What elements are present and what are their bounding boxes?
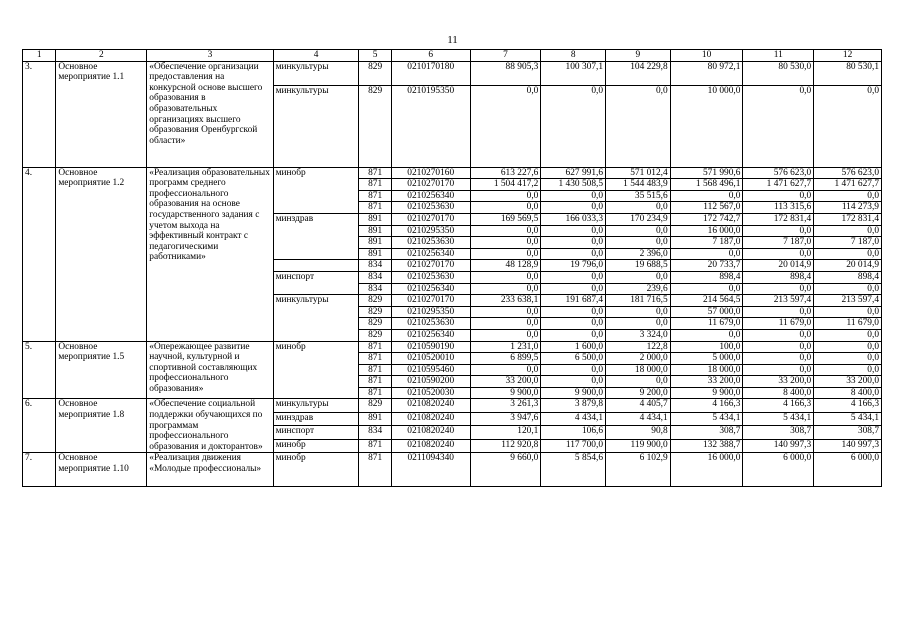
target-article-cell: 0210820240 [391, 399, 470, 412]
budget-table [22, 49, 882, 487]
grbs-code-cell: 829 [359, 295, 391, 307]
amount-cell: 16 000,0 [670, 225, 743, 237]
amount-cell: 57 000,0 [670, 306, 743, 318]
amount-cell: 613 227,6 [470, 167, 541, 179]
amount-cell: 0,0 [743, 353, 814, 365]
amount-cell: 4 166,3 [743, 399, 814, 412]
amount-cell: 0,0 [814, 364, 882, 376]
amount-cell: 20 733,7 [670, 260, 743, 272]
grbs-code-cell: 871 [359, 376, 391, 388]
table-row [23, 341, 882, 353]
amount-cell: 0,0 [541, 85, 606, 167]
amount-cell: 0,0 [470, 237, 541, 249]
amount-cell: 6 000,0 [743, 453, 814, 487]
column-header: 4 [273, 50, 359, 62]
amount-cell: 0,0 [541, 237, 606, 249]
target-article-cell: 0210270160 [391, 167, 470, 179]
grbs-code-cell: 891 [359, 237, 391, 249]
amount-cell: 5 434,1 [670, 412, 743, 425]
amount-cell: 0,0 [670, 248, 743, 260]
amount-cell: 0,0 [470, 318, 541, 330]
measure-description: «Опережающее развитие научной, культурной и спортивной составляющих профессионального образования» [147, 341, 273, 399]
target-article-cell: 0210590200 [391, 376, 470, 388]
row-number: 7. [23, 453, 56, 487]
grbs-code-cell: 891 [359, 213, 391, 225]
amount-cell: 0,0 [470, 283, 541, 295]
target-article-cell: 0210253630 [391, 237, 470, 249]
amount-cell: 0,0 [743, 306, 814, 318]
column-header: 2 [56, 50, 147, 62]
amount-cell: 113 315,6 [743, 202, 814, 214]
amount-cell: 308,7 [670, 426, 743, 439]
row-number: 5. [23, 341, 56, 399]
table-row [23, 399, 882, 412]
amount-cell: 898,4 [670, 271, 743, 283]
amount-cell: 0,0 [606, 237, 671, 249]
amount-cell: 10 000,0 [670, 85, 743, 167]
amount-cell: 0,0 [743, 190, 814, 202]
amount-cell: 9 900,0 [670, 387, 743, 399]
amount-cell: 0,0 [743, 283, 814, 295]
column-header: 12 [814, 50, 882, 62]
amount-cell: 1 600,0 [541, 341, 606, 353]
amount-cell: 48 128,9 [470, 260, 541, 272]
executor-cell: минспорт [273, 271, 359, 294]
target-article-cell: 0211094340 [391, 453, 470, 487]
target-article-cell: 0210520030 [391, 387, 470, 399]
row-number: 6. [23, 399, 56, 453]
amount-cell: 0,0 [606, 271, 671, 283]
amount-cell: 16 000,0 [670, 453, 743, 487]
grbs-code-cell: 871 [359, 453, 391, 487]
column-header: 6 [391, 50, 470, 62]
amount-cell: 0,0 [743, 225, 814, 237]
amount-cell: 0,0 [743, 364, 814, 376]
measure-description: «Реализация движения «Молодые профессионалы» [147, 453, 273, 487]
measure-description: «Обеспечение социальной поддержки обучающихся по программам профессионального образования и докторантов» [147, 399, 273, 453]
amount-cell: 33 200,0 [743, 376, 814, 388]
amount-cell: 0,0 [814, 329, 882, 341]
amount-cell: 3 261,3 [470, 399, 541, 412]
grbs-code-cell: 834 [359, 426, 391, 439]
amount-cell: 2 000,0 [606, 353, 671, 365]
amount-cell: 11 679,0 [743, 318, 814, 330]
grbs-code-cell: 834 [359, 260, 391, 272]
amount-cell: 119 900,0 [606, 439, 671, 453]
amount-cell: 181 716,5 [606, 295, 671, 307]
amount-cell: 0,0 [541, 283, 606, 295]
table-row [23, 453, 882, 487]
target-article-cell: 0210170180 [391, 61, 470, 85]
grbs-code-cell: 871 [359, 167, 391, 179]
grbs-code-cell: 829 [359, 318, 391, 330]
grbs-code-cell: 891 [359, 248, 391, 260]
target-article-cell: 0210295350 [391, 306, 470, 318]
amount-cell: 33 200,0 [814, 376, 882, 388]
grbs-code-cell: 871 [359, 179, 391, 191]
amount-cell: 7 187,0 [814, 237, 882, 249]
amount-cell: 571 012,4 [606, 167, 671, 179]
measure-description: «Обеспечение организации предоставления на конкурсной основе высшего образования в образовательных организациях высшего образования Оренбургской области» [147, 61, 273, 167]
amount-cell: 576 623,0 [743, 167, 814, 179]
amount-cell: 1 471 627,7 [814, 179, 882, 191]
target-article-cell: 0210256340 [391, 329, 470, 341]
amount-cell: 0,0 [606, 318, 671, 330]
amount-cell: 0,0 [743, 85, 814, 167]
target-article-cell: 0210253630 [391, 271, 470, 283]
amount-cell: 4 166,3 [670, 399, 743, 412]
amount-cell: 233 638,1 [470, 295, 541, 307]
executor-cell: минобр [273, 167, 359, 213]
grbs-code-cell: 871 [359, 439, 391, 453]
amount-cell: 1 544 483,9 [606, 179, 671, 191]
amount-cell: 112 920,8 [470, 439, 541, 453]
executor-cell: минспорт [273, 426, 359, 439]
amount-cell: 166 033,3 [541, 213, 606, 225]
grbs-code-cell: 834 [359, 271, 391, 283]
amount-cell: 3 879,8 [541, 399, 606, 412]
target-article-cell: 0210590190 [391, 341, 470, 353]
page-number: 11 [447, 34, 458, 46]
table-row [23, 167, 882, 179]
amount-cell: 35 515,6 [606, 190, 671, 202]
table-row [23, 61, 882, 85]
amount-cell: 1 430 508,5 [541, 179, 606, 191]
amount-cell: 18 000,0 [670, 364, 743, 376]
amount-cell: 898,4 [743, 271, 814, 283]
amount-cell: 5 000,0 [670, 353, 743, 365]
column-header: 11 [743, 50, 814, 62]
amount-cell: 239,6 [606, 283, 671, 295]
amount-cell: 4 166,3 [814, 399, 882, 412]
amount-cell: 80 530,0 [743, 61, 814, 85]
grbs-code-cell: 871 [359, 364, 391, 376]
amount-cell: 0,0 [606, 306, 671, 318]
amount-cell: 20 014,9 [814, 260, 882, 272]
column-header: 1 [23, 50, 56, 62]
amount-cell: 0,0 [743, 248, 814, 260]
target-article-cell: 0210820240 [391, 412, 470, 425]
amount-cell: 214 564,5 [670, 295, 743, 307]
target-article-cell: 0210270170 [391, 295, 470, 307]
amount-cell: 191 687,4 [541, 295, 606, 307]
amount-cell: 3 324,0 [606, 329, 671, 341]
measure-name: Основное мероприятие 1.2 [56, 167, 147, 341]
amount-cell: 213 597,4 [814, 295, 882, 307]
amount-cell: 172 831,4 [743, 213, 814, 225]
column-header: 9 [606, 50, 671, 62]
column-header: 8 [541, 50, 606, 62]
amount-cell: 898,4 [814, 271, 882, 283]
amount-cell: 0,0 [470, 225, 541, 237]
column-header: 5 [359, 50, 391, 62]
amount-cell: 9 200,0 [606, 387, 671, 399]
amount-cell: 7 187,0 [743, 237, 814, 249]
amount-cell: 0,0 [470, 329, 541, 341]
executor-cell: минобр [273, 453, 359, 487]
grbs-code-cell: 834 [359, 283, 391, 295]
amount-cell: 1 471 627,7 [743, 179, 814, 191]
executor-cell: минздрав [273, 412, 359, 425]
measure-name: Основное мероприятие 1.8 [56, 399, 147, 453]
grbs-code-cell: 891 [359, 225, 391, 237]
target-article-cell: 0210270170 [391, 179, 470, 191]
executor-cell: минобр [273, 341, 359, 399]
measure-description: «Реализация образовательных программ среднего профессионального образования на основе государственного задания с учетом выхода на эффективный контракт с педагогическими работниками» [147, 167, 273, 341]
amount-cell: 0,0 [670, 329, 743, 341]
target-article-cell: 0210820240 [391, 439, 470, 453]
amount-cell: 0,0 [470, 248, 541, 260]
amount-cell: 80 530,1 [814, 61, 882, 85]
amount-cell: 90,8 [606, 426, 671, 439]
amount-cell: 308,7 [814, 426, 882, 439]
amount-cell: 117 700,0 [541, 439, 606, 453]
row-number: 3. [23, 61, 56, 167]
column-header-row [23, 50, 882, 62]
amount-cell: 0,0 [743, 329, 814, 341]
amount-cell: 18 000,0 [606, 364, 671, 376]
grbs-code-cell: 829 [359, 85, 391, 167]
amount-cell: 9 660,0 [470, 453, 541, 487]
amount-cell: 0,0 [470, 364, 541, 376]
target-article-cell: 0210820240 [391, 426, 470, 439]
amount-cell: 0,0 [541, 364, 606, 376]
amount-cell: 120,1 [470, 426, 541, 439]
amount-cell: 33 200,0 [470, 376, 541, 388]
amount-cell: 0,0 [606, 85, 671, 167]
amount-cell: 6 000,0 [814, 453, 882, 487]
amount-cell: 0,0 [814, 353, 882, 365]
column-header: 7 [470, 50, 541, 62]
amount-cell: 0,0 [541, 190, 606, 202]
amount-cell: 9 900,0 [541, 387, 606, 399]
amount-cell: 2 396,0 [606, 248, 671, 260]
target-article-cell: 0210195350 [391, 85, 470, 167]
amount-cell: 6 500,0 [541, 353, 606, 365]
amount-cell: 3 947,6 [470, 412, 541, 425]
amount-cell: 9 900,0 [470, 387, 541, 399]
amount-cell: 0,0 [541, 248, 606, 260]
amount-cell: 0,0 [541, 202, 606, 214]
amount-cell: 1 231,0 [470, 341, 541, 353]
amount-cell: 0,0 [606, 376, 671, 388]
amount-cell: 0,0 [814, 248, 882, 260]
grbs-code-cell: 829 [359, 329, 391, 341]
executor-cell: минкультуры [273, 399, 359, 412]
amount-cell: 6 102,9 [606, 453, 671, 487]
column-header: 3 [147, 50, 273, 62]
target-article-cell: 0210253630 [391, 202, 470, 214]
grbs-code-cell: 891 [359, 412, 391, 425]
amount-cell: 0,0 [743, 341, 814, 353]
amount-cell: 0,0 [541, 329, 606, 341]
amount-cell: 4 405,7 [606, 399, 671, 412]
amount-cell: 627 991,6 [541, 167, 606, 179]
amount-cell: 100,0 [670, 341, 743, 353]
amount-cell: 8 400,0 [814, 387, 882, 399]
amount-cell: 19 688,5 [606, 260, 671, 272]
target-article-cell: 0210595460 [391, 364, 470, 376]
amount-cell: 132 388,7 [670, 439, 743, 453]
amount-cell: 114 273,9 [814, 202, 882, 214]
amount-cell: 5 434,1 [814, 412, 882, 425]
target-article-cell: 0210253630 [391, 318, 470, 330]
grbs-code-cell: 871 [359, 341, 391, 353]
amount-cell: 5 434,1 [743, 412, 814, 425]
amount-cell: 308,7 [743, 426, 814, 439]
measure-name: Основное мероприятие 1.1 [56, 61, 147, 167]
amount-cell: 140 997,3 [743, 439, 814, 453]
target-article-cell: 0210256340 [391, 190, 470, 202]
amount-cell: 140 997,3 [814, 439, 882, 453]
target-article-cell: 0210256340 [391, 283, 470, 295]
amount-cell: 0,0 [470, 202, 541, 214]
grbs-code-cell: 871 [359, 202, 391, 214]
amount-cell: 170 234,9 [606, 213, 671, 225]
amount-cell: 0,0 [814, 225, 882, 237]
amount-cell: 11 679,0 [814, 318, 882, 330]
amount-cell: 80 972,1 [670, 61, 743, 85]
amount-cell: 0,0 [470, 85, 541, 167]
amount-cell: 4 434,1 [606, 412, 671, 425]
amount-cell: 1 568 496,1 [670, 179, 743, 191]
amount-cell: 20 014,9 [743, 260, 814, 272]
executor-cell: минобр [273, 439, 359, 453]
amount-cell: 0,0 [814, 190, 882, 202]
amount-cell: 122,8 [606, 341, 671, 353]
executor-cell [273, 260, 359, 272]
target-article-cell: 0210520010 [391, 353, 470, 365]
amount-cell: 88 905,3 [470, 61, 541, 85]
amount-cell: 0,0 [670, 190, 743, 202]
amount-cell: 213 597,4 [743, 295, 814, 307]
amount-cell: 0,0 [814, 85, 882, 167]
amount-cell: 0,0 [814, 341, 882, 353]
amount-cell: 571 990,6 [670, 167, 743, 179]
amount-cell: 0,0 [606, 225, 671, 237]
amount-cell: 0,0 [470, 306, 541, 318]
executor-cell: минздрав [273, 213, 359, 259]
amount-cell: 33 200,0 [670, 376, 743, 388]
amount-cell: 11 679,0 [670, 318, 743, 330]
measure-name: Основное мероприятие 1.5 [56, 341, 147, 399]
amount-cell: 112 567,0 [670, 202, 743, 214]
amount-cell: 5 854,6 [541, 453, 606, 487]
executor-cell: минкультуры [273, 61, 359, 85]
grbs-code-cell: 829 [359, 61, 391, 85]
target-article-cell: 0210295350 [391, 225, 470, 237]
amount-cell: 1 504 417,2 [470, 179, 541, 191]
amount-cell: 0,0 [814, 283, 882, 295]
amount-cell: 104 229,8 [606, 61, 671, 85]
target-article-cell: 0210270170 [391, 260, 470, 272]
amount-cell: 0,0 [814, 306, 882, 318]
table-body [23, 50, 882, 487]
measure-name: Основное мероприятие 1.10 [56, 453, 147, 487]
amount-cell: 19 796,0 [541, 260, 606, 272]
amount-cell: 0,0 [541, 318, 606, 330]
grbs-code-cell: 871 [359, 190, 391, 202]
executor-cell: минкультуры [273, 85, 359, 167]
amount-cell: 169 569,5 [470, 213, 541, 225]
amount-cell: 106,6 [541, 426, 606, 439]
row-number: 4. [23, 167, 56, 341]
amount-cell: 0,0 [541, 376, 606, 388]
grbs-code-cell: 829 [359, 399, 391, 412]
target-article-cell: 0210256340 [391, 248, 470, 260]
amount-cell: 172 742,7 [670, 213, 743, 225]
executor-cell: минкультуры [273, 295, 359, 341]
amount-cell: 4 434,1 [541, 412, 606, 425]
amount-cell: 7 187,0 [670, 237, 743, 249]
amount-cell: 576 623,0 [814, 167, 882, 179]
column-header: 10 [670, 50, 743, 62]
grbs-code-cell: 871 [359, 387, 391, 399]
amount-cell: 0,0 [606, 202, 671, 214]
amount-cell: 0,0 [541, 271, 606, 283]
amount-cell: 172 831,4 [814, 213, 882, 225]
grbs-code-cell: 829 [359, 306, 391, 318]
amount-cell: 0,0 [541, 225, 606, 237]
amount-cell: 6 899,5 [470, 353, 541, 365]
amount-cell: 0,0 [541, 306, 606, 318]
amount-cell: 0,0 [470, 271, 541, 283]
amount-cell: 8 400,0 [743, 387, 814, 399]
target-article-cell: 0210270170 [391, 213, 470, 225]
amount-cell: 0,0 [470, 190, 541, 202]
amount-cell: 0,0 [670, 283, 743, 295]
amount-cell: 100 307,1 [541, 61, 606, 85]
grbs-code-cell: 871 [359, 353, 391, 365]
